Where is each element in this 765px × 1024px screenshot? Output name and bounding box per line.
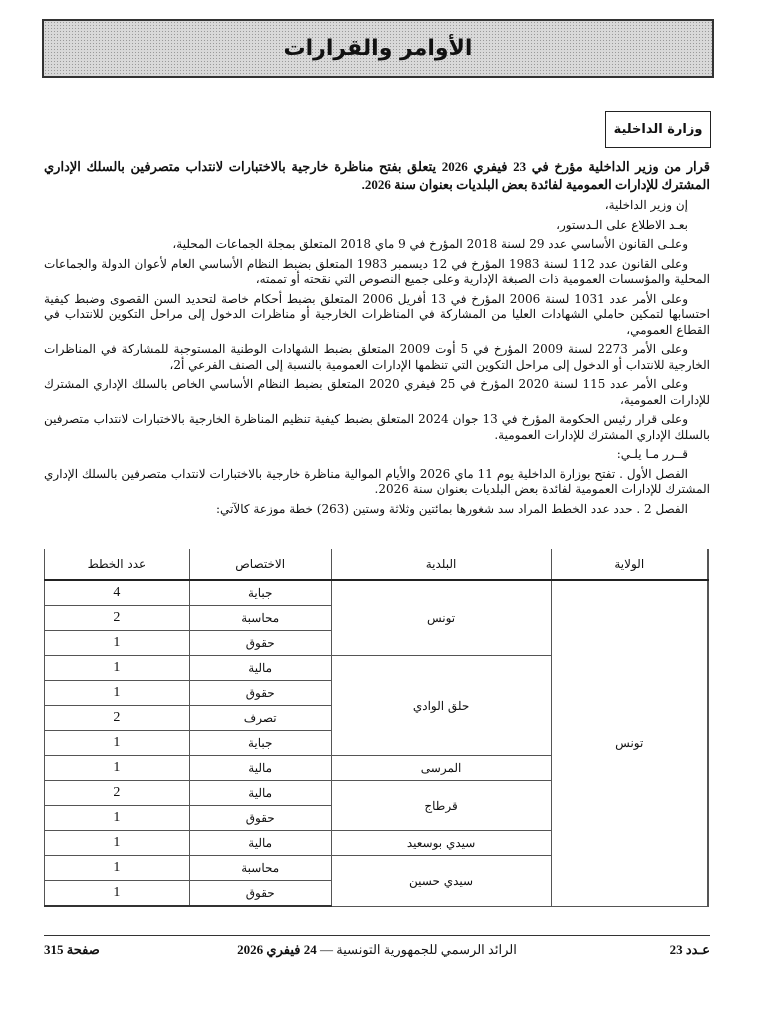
count-cell: 1: [45, 756, 190, 781]
specialty-cell: جباية: [189, 580, 331, 606]
ministry-label: [605, 111, 711, 148]
paragraph-constitution: بعـد الاطلاع على الـدستور،: [556, 217, 688, 232]
municipality-cell: سيدي بوسعيد: [331, 831, 551, 856]
paragraph-decree-2020: وعلى الأمر عدد 115 لسنة 2020 المؤرخ في 25 فيفري 2020 المتعلق بضبط النظام الأساسي الخاص بالسلك الإداري المشترك للإدارات العمومية،: [44, 377, 710, 407]
issue-number: عـدد 23: [669, 942, 710, 957]
municipality-cell: قرطاج: [331, 781, 551, 831]
count-cell: 4: [45, 580, 190, 606]
page-footer: [44, 942, 710, 960]
journal-date: 24 فيفري 2026: [237, 942, 317, 957]
paragraph-preamble: إن وزير الداخلية،: [604, 198, 688, 212]
count-cell: 1: [45, 881, 190, 907]
municipality-cell: سيدي حسين: [331, 856, 551, 907]
count-cell: 2: [45, 606, 190, 631]
paragraph-law-2018: وعلـى القانون الأساسي عدد 29 لسنة 2018 المؤرخ في 9 ماي 2018 المتعلق بمجلة الجماعات المحلية،: [172, 237, 688, 251]
specialty-cell: حقوق: [189, 681, 331, 706]
header-count: عدد الخطط: [45, 549, 190, 580]
header-specialty: الاختصاص: [189, 549, 331, 580]
section-title: الأوامر والقرارات: [283, 36, 473, 61]
footer-divider: [44, 935, 710, 936]
specialty-cell: مالية: [189, 656, 331, 681]
municipality-cell: المرسى: [331, 756, 551, 781]
journal-name: الرائد الرسمي للجمهورية التونسية —: [319, 942, 517, 957]
paragraph-decides: قــرر مـا يلـي:: [616, 447, 688, 461]
specialty-cell: مالية: [189, 756, 331, 781]
paragraph-order-2024: وعلى قرار رئيس الحكومة المؤرخ في 13 جوان 2024 المتعلق بضبط كيفية تنظيم المناظرة الخارجية بالاختبارات لانتداب متصرفين بالسلك الإداري المشترك للإدارات العمومية.: [44, 412, 710, 442]
specialty-cell: محاسبة: [189, 606, 331, 631]
positions-table: [44, 549, 709, 907]
count-cell: 2: [45, 781, 190, 806]
count-cell: 2: [45, 706, 190, 731]
specialty-cell: حقوق: [189, 631, 331, 656]
table-header-row: [45, 549, 709, 580]
paragraph-law-1983: وعلى القانون عدد 112 لسنة 1983 المؤرخ في 12 ديسمبر 1983 المتعلق بضبط النظام الأساسي العام لأعوان الدولة والجماعات المحلية والمؤسسات العمومية ذات الصبغة الإدارية وعلى جميع النصوص التي نقحته أو تممته،: [44, 256, 710, 286]
paragraph-decree-2006: وعلى الأمر عدد 1031 لسنة 2006 المؤرخ في 13 أفريل 2006 المتعلق بضبط أحكام خاصة لتحديد السن القصوى وضبط كيفية احتسابها لتمكين حاملي الشهادات العليا من المشاركة في المناظرات الخارجية أو مناظرات الدخول إلى مراحل التكوين للانتداب في القطاع العمومي،: [44, 291, 710, 337]
section-banner: [42, 19, 714, 78]
count-cell: 1: [45, 681, 190, 706]
municipality-cell: حلق الوادي: [331, 656, 551, 756]
page-number: صفحة 315: [44, 942, 100, 957]
specialty-cell: جباية: [189, 731, 331, 756]
count-cell: 1: [45, 856, 190, 881]
municipality-cell: تونس: [331, 580, 551, 656]
article-2: الفصل 2 . حدد عدد الخطط المراد سد شغورها بمائتين وثلاثة وستين (263) خطة موزعة كالآتي:: [216, 501, 688, 516]
decree-title: قرار من وزير الداخلية مؤرخ في 23 فيفري 2026 يتعلق بفتح مناظرة خارجية بالاختبارات لانتداب متصرفين بالسلك الإداري المشترك للإدارات العمومية لفائدة بعض البلديات بعنوان سنة 2026.: [44, 159, 710, 192]
specialty-cell: مالية: [189, 831, 331, 856]
specialty-cell: محاسبة: [189, 856, 331, 881]
header-governorate: الولاية: [551, 549, 708, 580]
paragraph-decree-2009: وعلى الأمر 2273 لسنة 2009 المؤرخ في 5 أوت 2009 المتعلق بضبط الشهادات الوطنية المستوجبة للمشاركة في المناظرات الخارجية للانتداب أو الدخول إلى مراحل التكوين التي تنظمها الإدارات العمومية بالنسبة إلى الصنف الفرعي أ2،: [44, 342, 710, 372]
ministry-name: وزارة الداخلية: [613, 122, 703, 137]
header-municipality: البلدية: [331, 549, 551, 580]
count-cell: 1: [45, 806, 190, 831]
count-cell: 1: [45, 831, 190, 856]
table-row: [45, 580, 709, 606]
specialty-cell: حقوق: [189, 881, 331, 907]
specialty-cell: مالية: [189, 781, 331, 806]
specialty-cell: تصرف: [189, 706, 331, 731]
article-1: الفصل الأول . تفتح بوزارة الداخلية يوم 11 ماي 2026 والأيام الموالية مناظرة خارجية بالاختبارات لانتداب متصرفين بالسلك الإداري المشترك للإدارات العمومية لفائدة بعض البلديات بعنوان سنة 2026.: [44, 466, 710, 496]
count-cell: 1: [45, 731, 190, 756]
count-cell: 1: [45, 656, 190, 681]
count-cell: 1: [45, 631, 190, 656]
journal-line: [44, 942, 710, 958]
decree-body: [44, 158, 710, 520]
specialty-cell: حقوق: [189, 806, 331, 831]
governorate-cell: تونس: [551, 580, 708, 906]
